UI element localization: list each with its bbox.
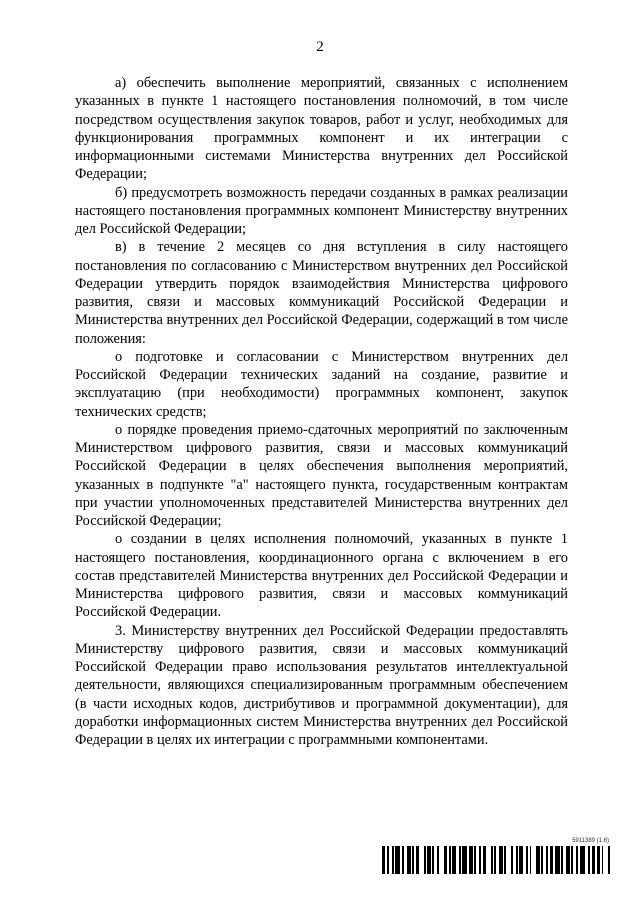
paragraph-preparation: о подготовке и согласовании с Министерством внутренних дел Российской Федерации технических заданий на создание, развитие и эксплуатацию (при необходимости) программных компонент, закупок технических средств;: [75, 348, 568, 420]
paragraph-3: 3. Министерству внутренних дел Российской Федерации предоставлять Министерству цифрового развития, связи и массовых коммуникаций Российской Федерации право использования результатов интеллектуальной деятельности, являющихся специализированным программным обеспечением (в части исходных кодов, дистрибутивов и программной документации), для доработки информационных систем Министерства внутренних дел Российской Федерации в целях их интеграции с программными компонентами.: [75, 622, 568, 748]
document-body: [75, 74, 568, 749]
paragraph-v: в) в течение 2 месяцев со дня вступления в силу настоящего постановления по согласованию с Министерством внутренних дел Российской Федерации утвердить порядок взаимодействия Министерства цифрового развития, связи и массовых коммуникаций Российской Федерации и Министерства внутренних дел Российской Федерации, содержащий в том числе положения:: [75, 239, 568, 347]
document-footer: [382, 837, 614, 875]
paragraph-a: а) обеспечить выполнение мероприятий, связанных с исполнением указанных в пункте 1 настоящего постановления полномочий, в том числе посредством осуществления закупок товаров, работ и услуг, необходимых для функционирования программных компонент и их интеграции с информационными системами Министерства внутренних дел Российской Федерации;: [75, 75, 568, 183]
document-code: 5911389 (1.6): [572, 838, 609, 844]
page-number: 2: [316, 39, 324, 55]
paragraph-b: б) предусмотреть возможность передачи созданных в рамках реализации настоящего постановления программных компонент Министерству внутренних дел Российской Федерации;: [75, 184, 568, 237]
barcode-bar: [610, 846, 613, 874]
paragraph-coordination: о создании в целях исполнения полномочий, указанных в пункте 1 настоящего постановления, координационного органа с включением в его состав представителей Министерства внутренних дел Российской Федерации и Министерства цифрового развития, связи и массовых коммуникаций Российской Федерации.: [75, 531, 568, 621]
paragraph-acceptance: о порядке проведения приемо-сдаточных мероприятий по заключенным Министерством цифрового развития, связи и массовых коммуникаций Российской Федерации в целях обеспечения выполнения мероприятий, указанных в подпункте "а" настоящего пункта, государственным контрактам при участии уполномоченных представителей Министерства внутренних дел Российской Федерации;: [75, 421, 568, 529]
barcode-icon: [382, 846, 614, 874]
